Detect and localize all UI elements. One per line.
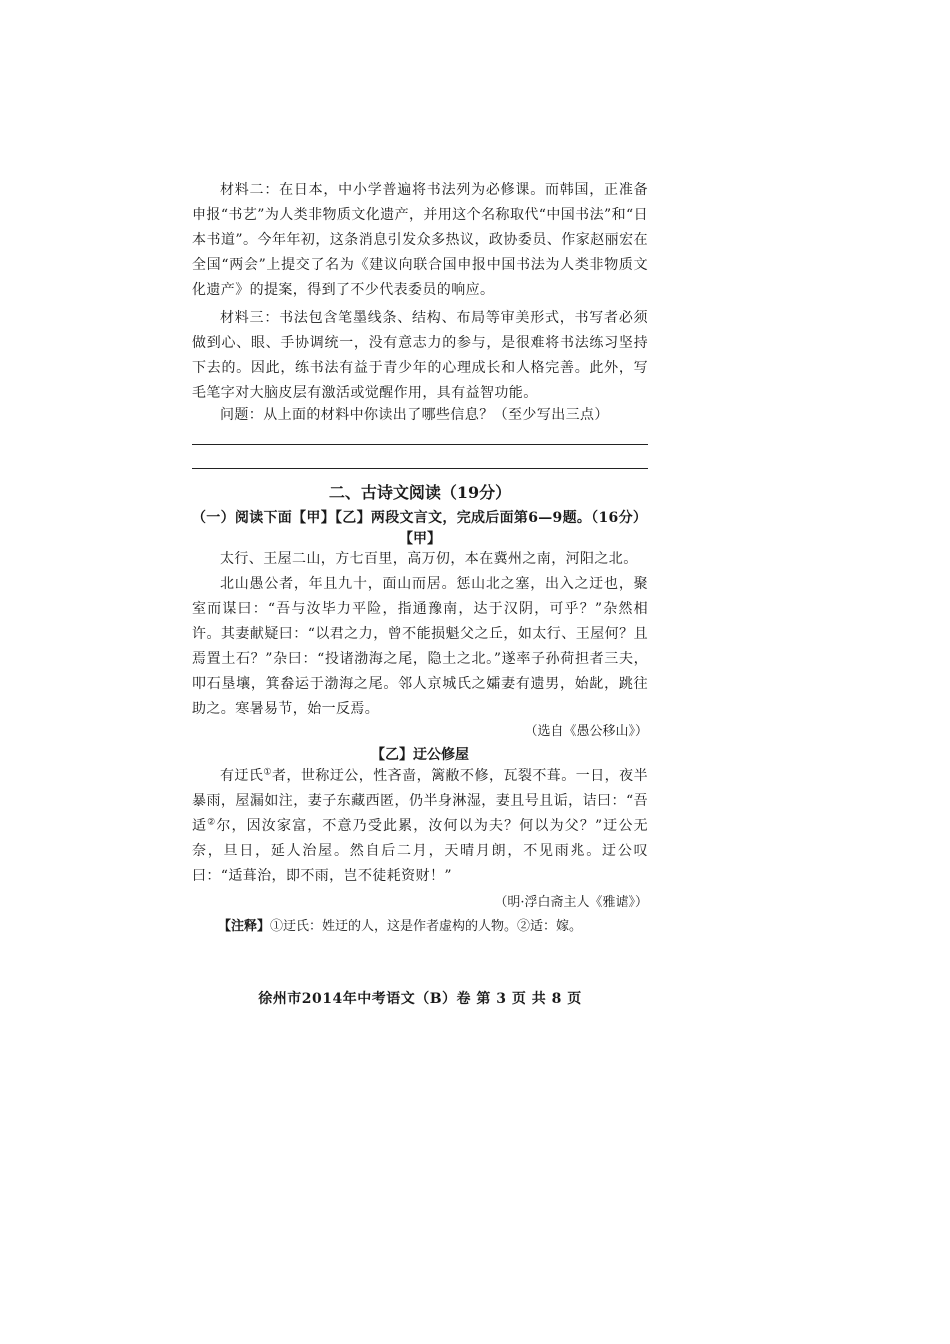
footnote-marker-1: ① <box>263 767 272 778</box>
passage-jia-paragraph-1: 太行、王屋二山，方七百里，高万仞，本在冀州之南，河阳之北。 <box>220 551 638 567</box>
material-two-text: 材料二：在日本，中小学普遍将书法列为必修课。而韩国，正准备申报“书艺”为人类非物质文化遗产，并用这个名称取代“中国书法”和“日本书道”。今年年初，这条消息引发众多热议，政协委员、作家赵丽宏在全国“两会”上提交了名为《建议向联合国申报中国书法为人类非物质文化遗产》的提案，得到了不少代表委员的响应。 <box>192 182 648 298</box>
notes-label: 【注释】 <box>218 919 271 934</box>
passage-yi-source: （明·浮白斋主人《雅谑》） <box>494 895 648 910</box>
passage-jia-source: （选自《愚公移山》） <box>524 724 648 739</box>
passage-jia-label: 【甲】 <box>399 531 441 547</box>
question-text: 问题：从上面的材料中你读出了哪些信息？（至少写出三点） <box>220 407 609 423</box>
question-block <box>192 403 648 428</box>
material-three-text: 材料三：书法包含笔墨线条、结构、布局等审美形式，书写者必须做到心、眼、手协调统一，没有意志力的参与，是很难将书法练习坚持下去的。因此，练书法有益于青少年的心理成长和人格完善。此外，写毛笔字对大脑皮层有激活或觉醒作用，具有益智功能。 <box>192 310 648 401</box>
passage-jia <box>192 547 648 722</box>
notes-text: ①迂氏：姓迂的人，这是作者虚构的人物。②适：嫁。 <box>270 919 583 934</box>
answer-line-2 <box>192 468 648 469</box>
passage-yi <box>192 764 648 889</box>
section-heading: 二、古诗文阅读（19分） <box>328 483 512 502</box>
footnote-marker-2: ② <box>207 817 217 828</box>
answer-line-1 <box>192 444 648 445</box>
passage-yi-text-part-1: 有迂氏 <box>220 768 264 784</box>
notes <box>192 915 648 934</box>
section-instruction: （一）阅读下面【甲】【乙】两段文言文，完成后面第6—9题。（16分） <box>192 510 648 526</box>
page-footer: 徐州市2014年中考语文（B）卷 第 3 页 共 8 页 <box>258 991 582 1007</box>
passage-jia-paragraph-2: 北山愚公者，年且九十，面山而居。惩山北之塞，出入之迂也，聚室而谋曰：“吾与汝毕力平险，指通豫南，达于汉阴，可乎？”杂然相许。其妻献疑曰：“以君之力，曾不能损魁父之丘，如太行、王屋何？且焉置土石？”杂曰：“投诸渤海之尾，隐土之北。”遂率子孙荷担者三夫，叩石垦壤，箕畚运于渤海之尾。邻人京城氏之孀妻有遗男，始龀，跳往助之。寒暑易节，始一反焉。 <box>192 576 648 717</box>
passage-yi-text <box>192 764 648 889</box>
material-three <box>192 306 648 406</box>
passage-yi-text-part-2: 者，世称迂公，性吝啬，篱敝不修，瓦裂不葺。一日，夜半暴雨，屋漏如注，妻子东藏西匿，仍半身淋湿，妻且号且诟，诘曰：“吾适 <box>192 768 649 834</box>
material-two <box>192 178 648 303</box>
passage-yi-label: 【乙】迂公修屋 <box>371 747 469 763</box>
passage-yi-text-part-3: 尔，因汝家富，不意乃受此累，汝何以为夫？何以为父？”迂公无奈，旦日，延人治屋。然自后二月，天晴月朗，不见雨兆。迂公叹曰：“适葺治，即不雨，岂不徒耗资财！” <box>192 818 648 884</box>
